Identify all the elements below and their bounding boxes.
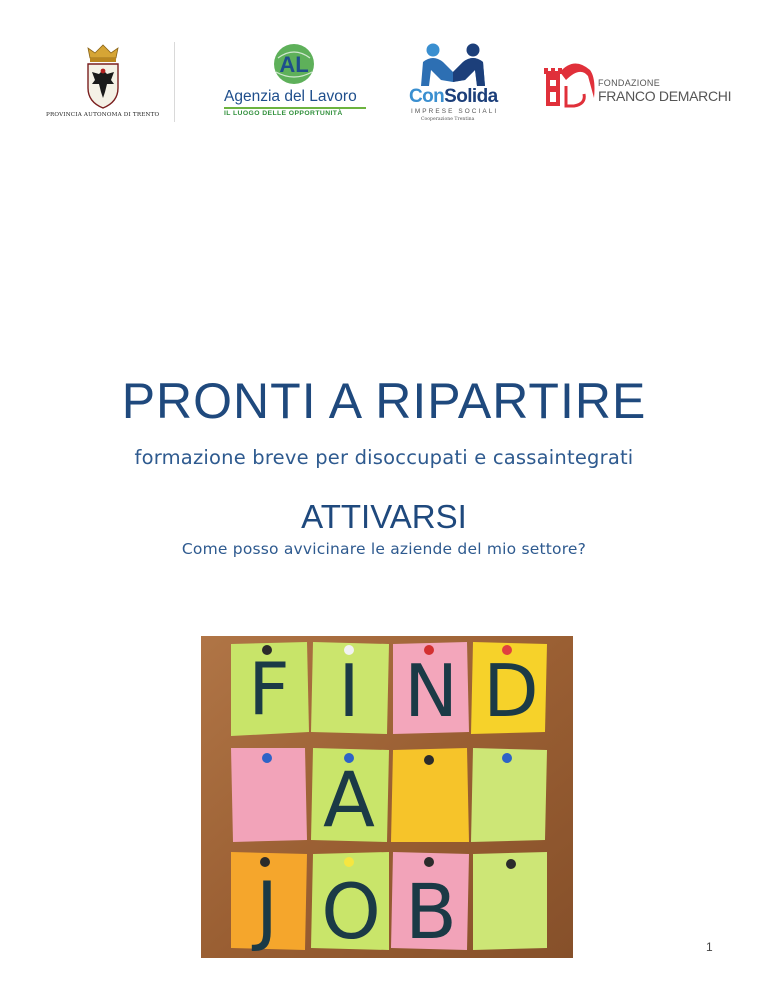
consolida-logo xyxy=(405,42,501,128)
page-number: 1 xyxy=(706,940,713,954)
consolida-brand-part2: Solida xyxy=(444,86,498,107)
consolida-brand xyxy=(409,86,498,108)
section-question: Come posso avvicinare le aziende del mio settore? xyxy=(181,540,587,558)
sticky-note xyxy=(391,748,469,842)
agenzia-lavoro-logo xyxy=(222,42,368,122)
agenzia-name: Agenzia del Lavoro xyxy=(224,88,357,105)
page-subtitle: formazione breve per disoccupati e cassaintegrati xyxy=(134,446,634,469)
coat-of-arms-icon xyxy=(84,44,122,110)
letter-i: I xyxy=(338,649,360,733)
sticky-note xyxy=(231,852,307,954)
agenzia-tagline: IL LUOGO DELLE OPPORTUNITÀ xyxy=(224,110,343,117)
fondazione-name: FRANCO DEMARCHI xyxy=(598,88,732,104)
fondazione-logo xyxy=(540,58,730,114)
provincia-logo xyxy=(40,42,175,122)
sticky-note xyxy=(311,642,389,734)
letter-f: F xyxy=(248,647,290,731)
consolida-subline2: Cooperazione Trentina xyxy=(421,117,475,122)
sticky-note xyxy=(231,748,307,842)
globe-icon xyxy=(270,42,318,88)
sticky-note xyxy=(471,748,547,842)
letter-o: O xyxy=(321,867,381,956)
letter-j: J xyxy=(255,865,279,954)
letter-n: N xyxy=(404,649,458,733)
sticky-note xyxy=(311,748,389,844)
find-a-job-illustration xyxy=(201,636,573,958)
fondazione-small: FONDAZIONE xyxy=(598,78,661,88)
sticky-note xyxy=(311,852,389,956)
consolida-brand-part1: Con xyxy=(409,86,445,107)
sticky-note xyxy=(471,642,547,734)
people-icon xyxy=(411,42,495,88)
letter-d: D xyxy=(483,649,539,733)
sticky-note xyxy=(391,852,469,956)
page-title: PRONTI A RIPARTIRE xyxy=(121,373,647,429)
sticky-note xyxy=(393,642,469,734)
agenzia-divider xyxy=(224,107,366,109)
sticky-note xyxy=(231,642,309,736)
agenzia-monogram: AL xyxy=(279,52,309,77)
section-title: ATTIVARSI xyxy=(301,498,467,535)
consolida-subline: IMPRESE SOCIALI xyxy=(411,108,499,115)
castle-icon xyxy=(540,58,598,114)
sticky-note xyxy=(473,852,547,950)
provincia-caption: PROVINCIA AUTONOMA DI TRENTO xyxy=(46,112,160,118)
letter-b: B xyxy=(404,867,458,956)
letter-a: A xyxy=(323,755,375,844)
